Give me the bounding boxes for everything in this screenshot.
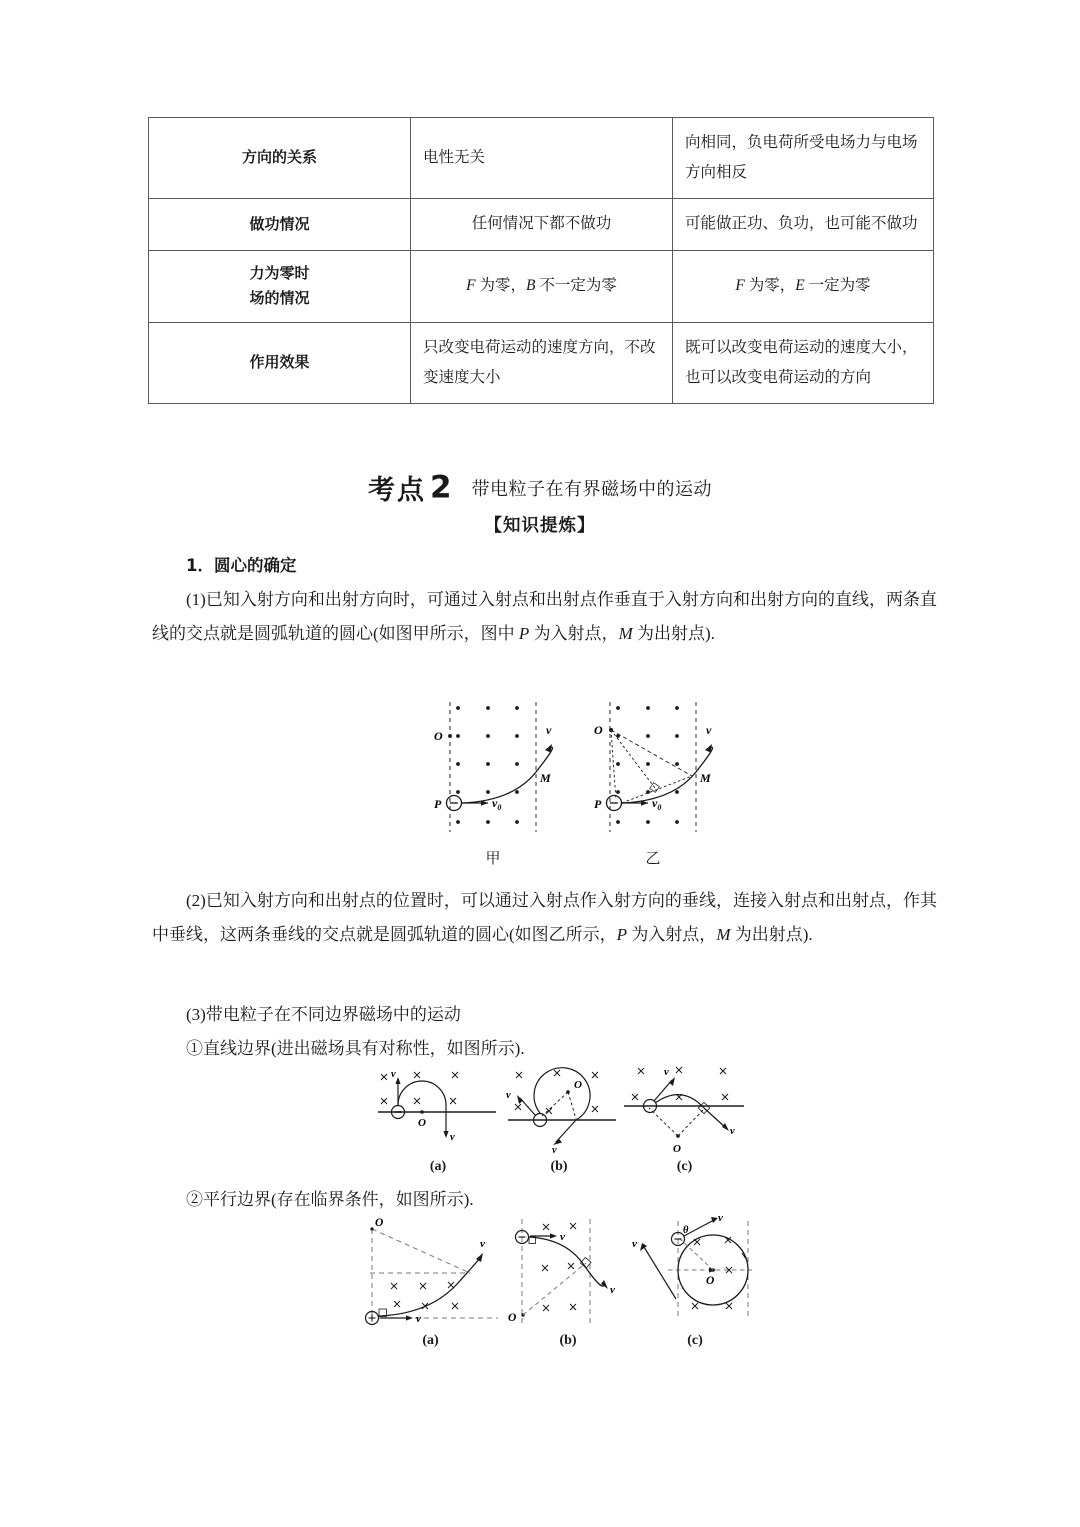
figure-parallel-b	[498, 1215, 638, 1349]
text-iszero-comma: 为零，	[475, 277, 526, 295]
figure-straight-b	[498, 1058, 620, 1175]
label-v-in: v	[560, 1231, 565, 1243]
figure-straight-b-svg	[498, 1058, 620, 1154]
field-dots-out-of-page	[616, 706, 679, 824]
label-O: O	[418, 1117, 426, 1129]
table-row	[149, 199, 934, 250]
cell-magnetic-direction: 电性无关	[411, 118, 673, 199]
knowledge-subheading: 【知识提炼】	[484, 516, 596, 536]
label-v-in: v	[718, 1212, 723, 1224]
figure-parallel-c	[630, 1212, 760, 1349]
label-v-out: v	[552, 1145, 557, 1156]
figure-straight-a	[378, 1062, 498, 1175]
text-iszero-comma2: 为零，	[744, 277, 796, 295]
row-label-direction: 方向的关系	[149, 118, 411, 199]
text-must-be-zero: 一定为零	[804, 277, 871, 295]
label-v: v	[546, 723, 552, 737]
figure-parallel-b-caption: (b)	[559, 1333, 577, 1348]
symbol-P2: P	[616, 925, 628, 944]
figure-straight-a-svg	[378, 1062, 498, 1154]
label-theta: θ	[683, 1225, 689, 1236]
symbol-F2: F	[735, 277, 745, 295]
symbol-P: P	[518, 624, 530, 643]
label-O: O	[574, 1079, 582, 1091]
paragraph-2-suffix: 为出射点).	[730, 925, 813, 944]
field-crosses-into-page	[391, 1282, 458, 1309]
figure-jia	[418, 700, 568, 868]
figure-jia-svg	[418, 700, 568, 845]
section-heading-number: 2	[429, 469, 452, 506]
perpendicular-bisector	[611, 730, 655, 788]
figure-yi	[578, 700, 728, 868]
radius-OP	[611, 730, 616, 800]
row-label-effect: 作用效果	[149, 322, 411, 403]
figure-parallel-c-caption: (c)	[687, 1333, 703, 1348]
label-v-in: v	[391, 1069, 396, 1080]
figure-straight-a-caption: (a)	[429, 1159, 447, 1174]
row-label-zero-force-line1: 力为零时	[249, 263, 310, 282]
figure-straight-b-caption: (b)	[550, 1159, 568, 1174]
label-v-in: v	[664, 1067, 669, 1078]
field-crosses-into-page	[515, 1070, 598, 1114]
radius-1	[649, 1108, 678, 1136]
label-O: O	[434, 729, 443, 743]
center-point-O	[370, 1227, 373, 1230]
paragraph-2	[152, 884, 937, 952]
cell-electric-zero-force	[673, 250, 934, 322]
label-v0: $v_0$	[492, 796, 502, 812]
cell-magnetic-work: 任何情况下都不做功	[411, 199, 673, 250]
radius-2	[678, 1109, 704, 1136]
figure-parallel-b-svg	[498, 1215, 638, 1330]
center-point-O	[448, 734, 452, 738]
trajectory-arc	[622, 747, 713, 803]
symbol-F: F	[466, 277, 476, 295]
label-v-in: v	[506, 1090, 511, 1101]
cell-magnetic-effect: 只改变电荷运动的速度方向，不改变速度大小	[411, 322, 673, 403]
center-point-O	[420, 1110, 424, 1114]
item-parallel-boundary: ②平行边界(存在临界条件，如图所示).	[186, 1190, 474, 1209]
figure-straight-c-svg	[622, 1058, 747, 1154]
radius-to-entry	[680, 1239, 713, 1270]
label-O: O	[375, 1217, 384, 1229]
table-row	[149, 118, 934, 199]
paragraph-1-suffix: 为出射点).	[632, 624, 715, 643]
label-M: M	[540, 771, 551, 785]
figure-straight-c-caption: (c)	[676, 1159, 693, 1174]
label-O: O	[508, 1312, 517, 1324]
table-row	[149, 250, 934, 322]
label-P: P	[594, 797, 602, 811]
text-not-necessarily-zero: 不一定为零	[535, 277, 617, 295]
table-row	[149, 322, 934, 403]
row-label-work: 做功情况	[149, 199, 411, 250]
radius-OM	[611, 730, 692, 776]
section-heading-title: 带电粒子在有界磁场中的运动	[471, 478, 713, 499]
paragraph-2-prefix: (2)已知入射方向和出射点的位置时，可以通过入射点作入射方向的垂线，连接入射点和出射点，作其中垂线，这两条垂线的交点就是圆弧轨道的圆心(如图乙所示，	[152, 891, 937, 944]
label-v-out: v	[450, 1132, 455, 1143]
field-dots-out-of-page	[456, 706, 519, 824]
paragraph-1	[152, 583, 937, 651]
label-v: v	[706, 723, 712, 737]
item-straight-boundary: ①直线边界(进出磁场具有对称性，如图所示).	[186, 1039, 525, 1058]
comparison-table	[148, 117, 934, 404]
paragraph-3: (3)带电粒子在不同边界磁场中的运动	[186, 1005, 461, 1024]
symbol-M2: M	[716, 925, 731, 944]
label-v-out: v	[610, 1284, 615, 1296]
paragraph-1-mid: 为入射点，	[529, 624, 619, 643]
figure-parallel-a-svg	[358, 1215, 503, 1330]
trajectory-arc	[462, 747, 553, 803]
figure-yi-caption: 乙	[645, 849, 661, 867]
label-M: M	[700, 771, 711, 785]
trajectory-arc	[534, 1068, 590, 1120]
label-O: O	[673, 1143, 681, 1155]
label-v0: $v_0$	[652, 796, 662, 812]
radius-to-exit	[523, 1263, 586, 1315]
row-label-zero-force-line2: 场的情况	[249, 289, 310, 308]
cell-electric-direction: 向相同，负电荷所受电场力与电场方向相反	[673, 118, 934, 199]
figure-jia-caption: 甲	[485, 849, 501, 867]
figure-yi-svg	[578, 700, 728, 845]
symbol-M: M	[618, 624, 633, 643]
figure-parallel-a-caption: (a)	[422, 1333, 439, 1348]
label-v-in: v	[416, 1313, 421, 1325]
cell-electric-effect: 既可以改变电荷运动的速度大小，也可以改变电荷运动的方向	[673, 322, 934, 403]
row-label-zero-force	[149, 250, 411, 322]
heading-center-determination: 1．圆心的确定	[186, 556, 297, 575]
trajectory-arc	[398, 1081, 446, 1105]
field-crosses-into-page	[692, 1237, 732, 1309]
cell-magnetic-zero-force	[411, 250, 673, 322]
figure-parallel-a	[358, 1215, 503, 1349]
figure-straight-c	[622, 1058, 747, 1175]
cell-electric-work: 可能做正功、负功，也可能不做功	[673, 199, 934, 250]
radius-to-exit	[372, 1229, 470, 1273]
radius-1	[542, 1092, 568, 1116]
section-heading-label: 考点	[367, 475, 426, 506]
figure-parallel-c-svg	[630, 1212, 760, 1330]
paragraph-1-prefix: (1)已知入射方向和出射方向时，可通过入射点和出射点作垂直于入射方向和出射方向的直线，两条直线的交点就是圆弧轨道的圆心(如图甲所示，图中	[152, 590, 937, 643]
label-v-out: v	[632, 1238, 637, 1250]
symbol-B: B	[526, 277, 536, 295]
radius-2	[568, 1092, 576, 1119]
label-O: O	[706, 1275, 715, 1287]
label-P: P	[434, 797, 442, 811]
label-O: O	[594, 723, 603, 737]
section-heading	[0, 468, 1080, 507]
label-v-out: v	[730, 1126, 735, 1137]
symbol-E: E	[795, 277, 805, 295]
paragraph-2-mid: 为入射点，	[627, 925, 717, 944]
label-v-out: v	[480, 1238, 485, 1250]
